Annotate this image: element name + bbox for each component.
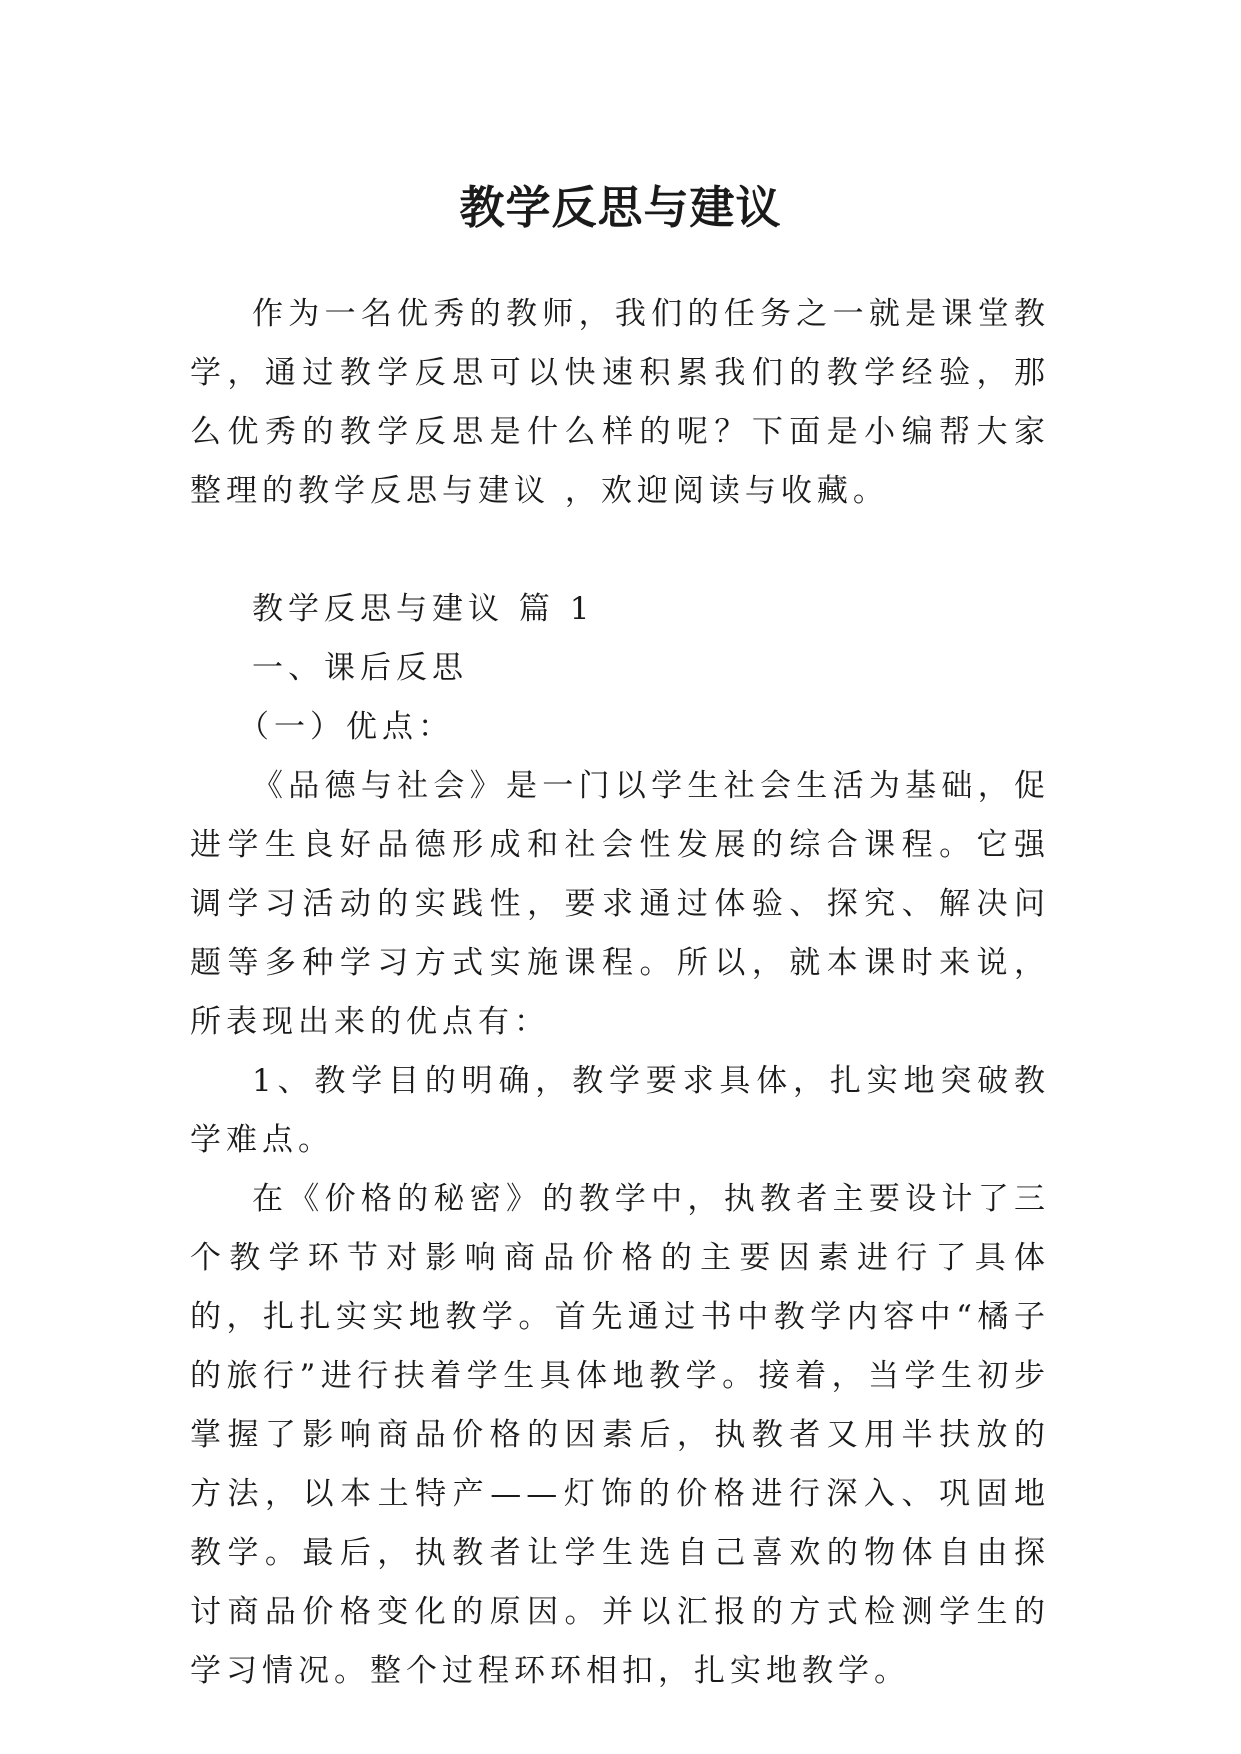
subheading-after-class-reflection: 一、课后反思 — [252, 650, 468, 686]
document-body — [190, 285, 1050, 1701]
body-paragraph-2: 1、教学目的明确，教学要求具体，扎实地突破教学难点。 — [190, 1063, 1050, 1158]
spacer — [190, 521, 1050, 580]
document-title: 教学反思与建议 — [459, 181, 782, 235]
intro-paragraph: 作为一名优秀的教师，我们的任务之一就是课堂教学，通过教学反思可以快速积累我们的教学经验，那么优秀的教学反思是什么样的呢？下面是小编帮大家整理的教学反思与建议 ，欢迎阅读与收藏。 — [190, 296, 1050, 509]
body-paragraph-1: 《品德与社会》是一门以学生社会生活为基础，促进学生良好品德形成和社会性发展的综合课程。它强调学习活动的实践性，要求通过体验、探究、解决问题等多种学习方式实施课程。所以，就本课时来说，所表现出来的优点有： — [190, 768, 1050, 1040]
body-paragraph-3: 在《价格的秘密》的教学中，执教者主要设计了三个教学环节对影响商品价格的主要因素进行了具体的，扎扎实实地教学。首先通过书中教学内容中“橘子的旅行”进行扶着学生具体地教学。接着，当学生初步掌握了影响商品价格的因素后，执教者又用半扶放的方法，以本土特产——灯饰的价格进行深入、巩固地教学。最后，执教者让学生选自己喜欢的物体自由探讨商品价格变化的原因。并以汇报的方式检测学生的学习情况。整个过程环环相扣，扎实地教学。 — [190, 1181, 1050, 1689]
section-title: 教学反思与建议 篇 1 — [252, 591, 595, 627]
subheading-strengths: （一）优点： — [238, 709, 455, 745]
